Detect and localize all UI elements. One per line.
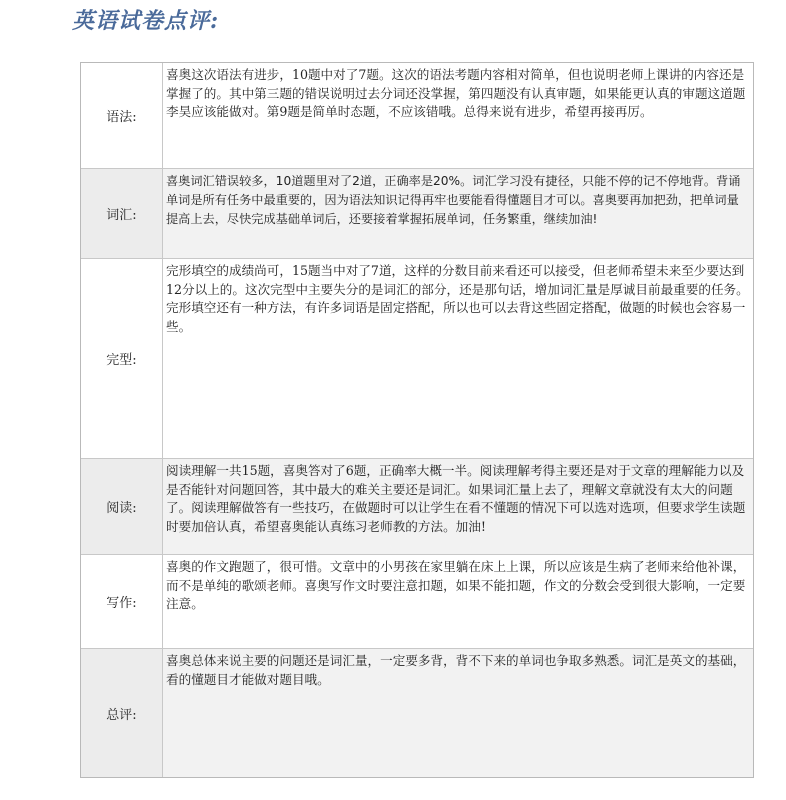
reading-row	[81, 459, 753, 555]
cloze-row	[81, 259, 753, 459]
vocabulary-row	[81, 169, 753, 259]
cloze-label: 完型:	[81, 259, 163, 458]
vocabulary-label: 词汇:	[81, 169, 163, 258]
review-table	[80, 62, 754, 778]
reading-label: 阅读:	[81, 459, 163, 554]
writing-row	[81, 555, 753, 649]
summary-row	[81, 649, 753, 777]
writing-comment: 喜奥的作文跑题了，很可惜。文章中的小男孩在家里躺在床上上课，所以应该是生病了老师来给他补课，而不是单纯的歌颂老师。喜奥写作文时要注意扣题，如果不能扣题，作文的分数会受到很大影响，一定要注意。	[166, 559, 746, 611]
vocabulary-comment: 喜奥词汇错误较多，10道题里对了2道，正确率是20%。词汇学习没有捷径，只能不停的记不停地背。背诵单词是所有任务中最重要的，因为语法知识记得再牢也要能看得懂题目才可以。喜奥要再加把劲，把单词量提高上去，尽快完成基础单词后，还要接着掌握拓展单词，任务繁重，继续加油!	[163, 169, 753, 258]
summary-comment: 喜奥总体来说主要的问题还是词汇量，一定要多背，背不下来的单词也争取多熟悉。词汇是英文的基础，看的懂题目才能做对题目哦。	[163, 649, 753, 777]
grammar-comment: 喜奥这次语法有进步，10题中对了7题。这次的语法考题内容相对简单，但也说明老师上课讲的内容还是掌握了的。其中第三题的错误说明过去分词还没掌握，第四题没有认真审题，如果能更认真的审题这道题李昊应该能做对。第9题是简单时态题，不应该错哦。总得来说有进步，希望再接再厉。	[166, 67, 746, 119]
reading-comment: 阅读理解一共15题，喜奥答对了6题，正确率大概一半。阅读理解考得主要还是对于文章的理解能力以及是否能针对问题回答，其中最大的难关主要还是词汇。如果词汇量上去了，理解文章就没有太大的问题了。阅读理解做答有一些技巧，在做题时可以让学生在看不懂题的情况下可以选对选项，但要求学生读题时要加倍认真，希望喜奥能认真练习老师教的方法。加油!	[163, 459, 753, 554]
grammar-row	[81, 63, 753, 169]
grammar-label: 语法:	[81, 63, 163, 168]
writing-label: 写作:	[81, 555, 163, 648]
cloze-comment: 完形填空的成绩尚可，15题当中对了7道，这样的分数目前来看还可以接受，但老师希望未来至少要达到12分以上的。这次完型中主要失分的是词汇的部分，还是那句话，增加词汇量是厚诚目前最重要的任务。完形填空还有一种方法，有许多词语是固定搭配，所以也可以去背这些固定搭配，做题的时候也会容易一些。	[166, 263, 749, 334]
summary-label: 总评:	[81, 649, 163, 777]
page-title: 英语试卷点评:	[72, 8, 220, 34]
